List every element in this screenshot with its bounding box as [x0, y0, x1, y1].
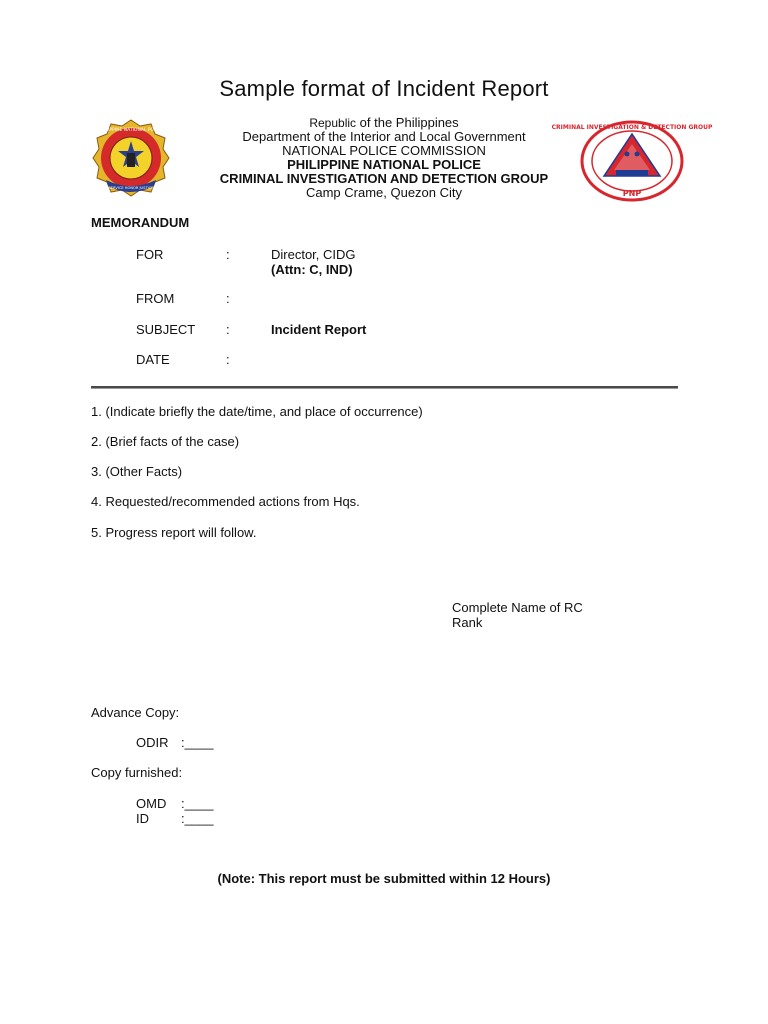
memo-from-label: FROM	[136, 291, 175, 306]
memo-for-label: FOR	[136, 247, 164, 262]
section-divider	[91, 386, 678, 389]
cidg-seal-logo	[551, 120, 713, 202]
letterhead	[180, 116, 588, 200]
memo-date-label: DATE	[136, 352, 170, 367]
memo-subject-label: SUBJECT	[136, 322, 196, 337]
memorandum-heading: MEMORANDUM	[91, 215, 190, 230]
signature-rank: Rank	[452, 615, 483, 630]
memo-for-attn: (Attn: C, IND)	[271, 262, 353, 277]
svg-text:PHILIPPINE NATIONAL POLICE: PHILIPPINE NATIONAL POLICE	[98, 128, 164, 133]
svg-text:PNP: PNP	[622, 189, 642, 198]
memo-subject-colon: :	[226, 322, 230, 337]
memo-from-colon: :	[226, 291, 230, 306]
advance-copy-label: Advance Copy:	[91, 705, 180, 720]
memo-subject-value: Incident Report	[271, 322, 367, 337]
letterhead-napolcom: NATIONAL POLICE COMMISSION	[282, 143, 486, 158]
svg-text:CRIMINAL INVESTIGATION & DETEC: CRIMINAL INVESTIGATION & DETECTION GROUP	[551, 124, 713, 131]
letterhead-cidg: CRIMINAL INVESTIGATION AND DETECTION GROUP	[219, 171, 549, 186]
paragraph-3: 3. (Other Facts)	[91, 464, 183, 479]
paragraph-4: 4. Requested/recommended actions from Hqs.	[91, 494, 360, 509]
copy-furnished-id-label: ID	[136, 811, 149, 826]
memo-for-value: Director, CIDG	[271, 247, 356, 262]
pnp-seal-logo	[92, 118, 170, 198]
signature-name: Complete Name of RC	[452, 600, 583, 615]
svg-text:SERVICE HONOR JUSTICE: SERVICE HONOR JUSTICE	[108, 186, 154, 190]
advance-copy-odir-label: ODIR	[136, 735, 169, 750]
advance-copy-odir-blank: :____	[181, 735, 214, 750]
memo-date-colon: :	[226, 352, 230, 367]
copy-furnished-id-blank: :____	[181, 811, 214, 826]
paragraph-2: 2. (Brief facts of the case)	[91, 434, 240, 449]
submission-note: (Note: This report must be submitted within 12 Hours)	[217, 871, 551, 886]
letterhead-address: Camp Crame, Quezon City	[305, 185, 463, 200]
letterhead-republic-word: Republic	[309, 116, 357, 130]
letterhead-pnp: PHILIPPINE NATIONAL POLICE	[287, 157, 481, 172]
paragraph-1: 1. (Indicate briefly the date/time, and place of occurrence)	[91, 404, 423, 419]
letterhead-republic	[180, 116, 588, 130]
paragraph-5: 5. Progress report will follow.	[91, 525, 257, 540]
copy-furnished-omd-label: OMD	[136, 796, 167, 811]
letterhead-republic-rest: of the Philippines	[359, 115, 459, 130]
memo-for-colon: :	[226, 247, 230, 262]
copy-furnished-omd-blank: :____	[181, 796, 214, 811]
copy-furnished-label: Copy furnished:	[91, 765, 183, 780]
document-title: Sample format of Incident Report	[219, 76, 549, 101]
letterhead-department: Department of the Interior and Local Government	[242, 129, 526, 144]
